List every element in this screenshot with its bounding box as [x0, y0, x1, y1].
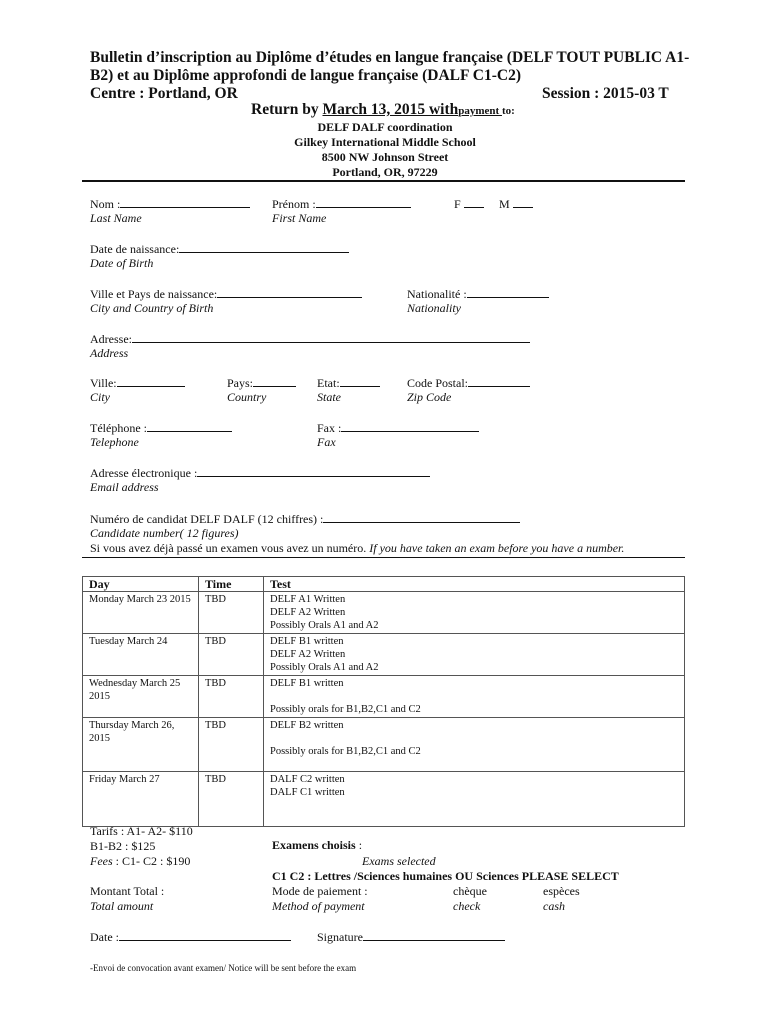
test-cell	[264, 676, 685, 718]
header-divider	[82, 180, 685, 182]
form-divider	[82, 557, 685, 558]
test-line: DELF B1 written	[270, 636, 344, 647]
test-line: DELF B2 written	[270, 720, 344, 731]
email-label: Adresse électronique :	[90, 466, 198, 480]
last-name-blank[interactable]	[120, 196, 250, 208]
gender-f-label: F	[454, 197, 461, 211]
return-by-line	[251, 101, 515, 119]
time-cell: TBD	[199, 718, 264, 772]
fees-label: Fees	[90, 854, 113, 868]
return-by-payment: payment	[458, 105, 502, 117]
test-cell	[264, 718, 685, 772]
birthplace-blank[interactable]	[217, 286, 362, 298]
test-line: DELF A2 Written	[270, 649, 346, 660]
session-label: Session : 2015-03 T	[542, 85, 669, 102]
fax-blank[interactable]	[341, 420, 479, 432]
telephone-blank[interactable]	[147, 420, 232, 432]
last-name-label: Nom :	[90, 197, 121, 211]
fees-a1a2: Tarifs : A1- A2- $110	[90, 824, 193, 838]
header-day: Day	[83, 577, 199, 592]
form-title-line-2: B2) et au Diplôme approfondi de langue française (DALF C1-C2)	[90, 67, 521, 84]
birthplace-en: City and Country of Birth	[90, 301, 214, 315]
state-en: State	[317, 390, 341, 404]
date-of-birth-label: Date de naissance:	[90, 242, 180, 256]
payment-option-cheque[interactable]: chèque	[453, 884, 487, 898]
date-of-birth-blank[interactable]	[179, 241, 349, 253]
test-line	[270, 690, 678, 703]
payment-option-cash[interactable]: cash	[543, 899, 565, 913]
date-field[interactable]	[90, 929, 291, 945]
test-line: DELF A1 Written	[270, 594, 346, 605]
address-en: Address	[90, 346, 129, 360]
email-en: Email address	[90, 480, 159, 494]
time-cell: TBD	[199, 634, 264, 676]
notice-footer: -Envoi de convocation avant examen/ Notice will be sent before the exam	[90, 963, 357, 973]
signature-blank[interactable]	[363, 929, 505, 941]
exams-selected-en: Exams selected	[362, 854, 436, 868]
city-blank[interactable]	[117, 375, 185, 387]
address-blank[interactable]	[132, 331, 530, 343]
payment-method-en: Method of payment	[272, 899, 365, 913]
address-line: 8500 NW Johnson Street	[321, 150, 449, 164]
email-field[interactable]	[90, 465, 430, 481]
test-cell	[264, 634, 685, 676]
table-row	[83, 592, 685, 634]
exams-chosen-line	[272, 838, 362, 853]
test-cell	[264, 592, 685, 634]
test-line: Possibly Orals A1 and A2	[270, 620, 379, 631]
fax-field[interactable]	[317, 420, 479, 436]
gender-m-field[interactable]	[499, 196, 533, 212]
table-row	[83, 772, 685, 827]
day-cell: Wednesday March 25 2015	[83, 676, 199, 718]
day-cell: Thursday March 26, 2015	[83, 718, 199, 772]
test-cell	[264, 772, 685, 827]
payment-option-especes[interactable]: espèces	[543, 884, 580, 898]
last-name-en: Last Name	[90, 211, 142, 225]
address-line: Gilkey International Middle School	[294, 135, 476, 149]
city-en: City	[90, 390, 110, 404]
test-line: Possibly Orals A1 and A2	[270, 662, 379, 673]
time-cell: TBD	[199, 676, 264, 718]
candidate-number-label: Numéro de candidat DELF DALF (12 chiffres) :	[90, 512, 324, 526]
address-line: Portland, OR, 97229	[332, 165, 438, 179]
table-row	[83, 718, 685, 772]
city-label: Ville:	[90, 376, 117, 390]
signature-field[interactable]	[317, 929, 505, 945]
signature-label: Signature	[317, 930, 363, 944]
address-line: DELF DALF coordination	[317, 120, 453, 134]
nationality-en: Nationality	[407, 301, 461, 315]
test-line: DELF B1 written	[270, 678, 344, 689]
exams-chosen-label: Examens choisis	[272, 838, 356, 852]
prior-exam-note	[90, 541, 624, 556]
telephone-en: Telephone	[90, 435, 139, 449]
prior-exam-note-en: If you have taken an exam before you have a number.	[369, 541, 625, 555]
test-line: Possibly orals for B1,B2,C1 and C2	[270, 704, 421, 715]
table-header-row	[83, 577, 685, 592]
city-field[interactable]	[90, 375, 185, 391]
header-time: Time	[199, 577, 264, 592]
telephone-label: Téléphone :	[90, 421, 147, 435]
test-line: DALF C2 written	[270, 774, 345, 785]
centre-label: Centre : Portland, OR	[90, 85, 238, 102]
zip-label: Code Postal:	[407, 376, 469, 390]
state-field[interactable]	[317, 375, 380, 391]
birthplace-field[interactable]	[90, 286, 362, 302]
return-by-suffix: to:	[501, 105, 515, 117]
test-line: Possibly orals for B1,B2,C1 and C2	[270, 746, 421, 757]
country-blank[interactable]	[253, 375, 296, 387]
c1c2-selection[interactable]: C1 C2 : Lettres /Sciences humaines OU Sciences PLEASE SELECT	[272, 869, 619, 883]
return-by-date: March 13, 2015 with	[322, 101, 459, 118]
day-cell: Monday March 23 2015	[83, 592, 199, 634]
fees-c1c2: : C1- C2 : $190	[112, 854, 191, 868]
fees-c1c2-line	[90, 854, 190, 869]
telephone-field[interactable]	[90, 420, 232, 436]
header-test: Test	[264, 577, 685, 592]
exam-schedule-table	[82, 576, 685, 827]
candidate-number-field[interactable]	[90, 511, 520, 527]
nationality-label: Nationalité :	[407, 287, 467, 301]
return-by-prefix: Return by	[251, 101, 323, 118]
candidate-number-en: Candidate number( 12 figures)	[90, 526, 239, 540]
total-amount-en: Total amount	[90, 899, 154, 913]
birthplace-label: Ville et Pays de naissance:	[90, 287, 218, 301]
prior-exam-note-fr: Si vous avez déjà passé un examen vous avez un numéro.	[90, 541, 370, 555]
coordination-address	[240, 120, 530, 180]
fax-en: Fax	[317, 435, 336, 449]
date-of-birth-field[interactable]	[90, 241, 349, 257]
zip-blank[interactable]	[468, 375, 530, 387]
country-en: Country	[227, 390, 267, 404]
form-title-line-1: Bulletin d’inscription au Diplôme d’études en langue française (DELF TOUT PUBLIC A1-	[90, 49, 690, 66]
address-field[interactable]	[90, 331, 530, 347]
table-row	[83, 634, 685, 676]
payment-option-check[interactable]: check	[453, 899, 481, 913]
first-name-label: Prénom :	[272, 197, 316, 211]
candidate-number-blank[interactable]	[323, 511, 520, 523]
gender-m-label: M	[499, 197, 510, 211]
state-label: Etat:	[317, 376, 340, 390]
test-line	[270, 732, 678, 745]
date-of-birth-en: Date of Birth	[90, 256, 154, 270]
payment-method-label: Mode de paiement :	[272, 884, 368, 898]
gender-f-field[interactable]	[454, 196, 484, 212]
date-blank[interactable]	[119, 929, 291, 941]
fees-b1b2: B1-B2 : $125	[90, 839, 156, 853]
date-label: Date :	[90, 930, 119, 944]
gender-f-blank[interactable]	[464, 196, 484, 208]
zip-en: Zip Code	[407, 390, 452, 404]
email-blank[interactable]	[197, 465, 430, 477]
fax-label: Fax :	[317, 421, 342, 435]
time-cell: TBD	[199, 772, 264, 827]
nationality-field[interactable]	[407, 286, 549, 302]
address-label: Adresse:	[90, 332, 132, 346]
time-cell: TBD	[199, 592, 264, 634]
day-cell: Friday March 27	[83, 772, 199, 827]
country-label: Pays:	[227, 376, 254, 390]
test-line: DALF C1 written	[270, 787, 345, 798]
total-amount-label: Montant Total :	[90, 884, 165, 898]
country-field[interactable]	[227, 375, 296, 391]
nationality-blank[interactable]	[467, 286, 549, 298]
last-name-field[interactable]	[90, 196, 250, 212]
day-cell: Tuesday March 24	[83, 634, 199, 676]
first-name-blank[interactable]	[316, 196, 411, 208]
test-line: DELF A2 Written	[270, 607, 346, 618]
gender-m-blank[interactable]	[513, 196, 533, 208]
zip-field[interactable]	[407, 375, 530, 391]
exams-chosen-colon: :	[355, 838, 363, 852]
first-name-en: First Name	[272, 211, 327, 225]
table-row	[83, 676, 685, 718]
first-name-field[interactable]	[272, 196, 411, 212]
state-blank[interactable]	[340, 375, 380, 387]
